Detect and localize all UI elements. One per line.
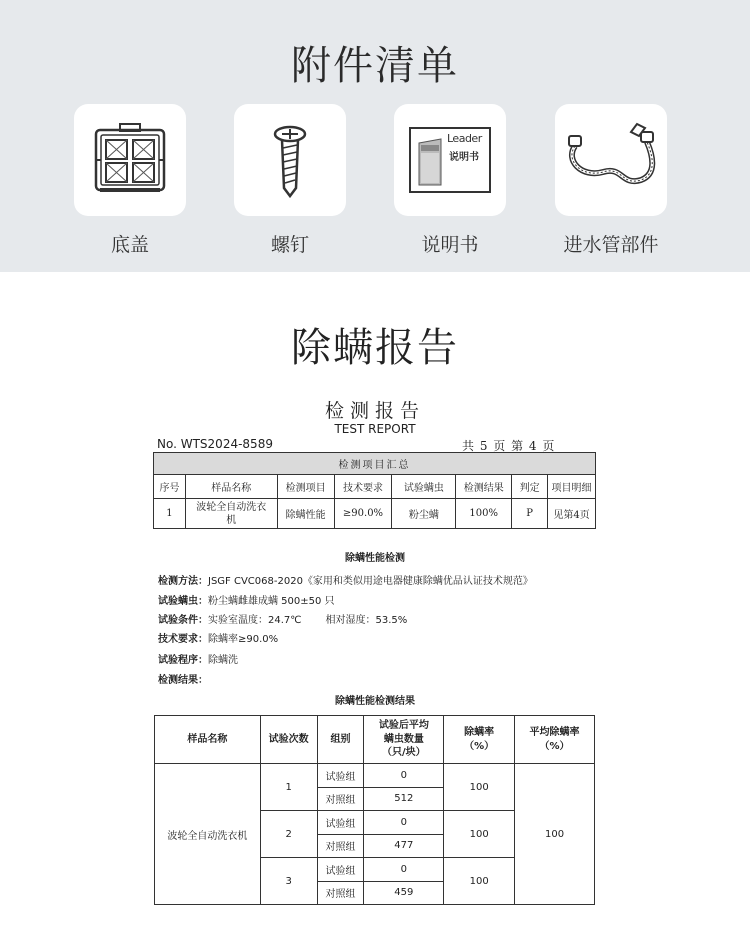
rate-cell: 100 (444, 811, 515, 858)
count-cell: 0 (364, 811, 444, 835)
brand-logo: Leader (447, 132, 482, 145)
count-cell: 512 (364, 787, 444, 811)
table-row (154, 499, 596, 529)
accessory-card (74, 104, 186, 216)
report-number: No. WTS2024-8589 (157, 437, 273, 451)
table-header-cell (515, 716, 595, 764)
procedure-label: 试验程序： (158, 655, 208, 666)
accessory-item-manual (394, 104, 506, 256)
summary-header-row (154, 475, 596, 499)
sample-name-cell: 波轮全自动洗衣机 (155, 764, 261, 905)
method-line (158, 572, 533, 587)
table-header-cell: 试验次数 (260, 716, 317, 764)
table-cell: ≥90.0% (334, 499, 392, 529)
condition-temp: 实验室温度：24.7℃ (208, 615, 302, 626)
summary-caption: 检测项目汇总 (154, 453, 596, 475)
manual-text: 说明书 (449, 152, 479, 163)
document-subtitle: TEST REPORT (334, 422, 416, 436)
count-cell: 0 (364, 858, 444, 882)
requirement-label: 技术要求： (158, 634, 208, 645)
table-row (155, 764, 595, 788)
accessory-label: 说明书 (421, 234, 479, 256)
accessory-label: 底盖 (110, 234, 149, 256)
table-header-cell: 样品名称 (155, 716, 261, 764)
table-header-cell: 检测项目 (277, 475, 334, 499)
accessories-title: 附件清单 (291, 43, 459, 89)
accessory-label: 螺钉 (270, 234, 309, 256)
screw-icon (260, 120, 320, 200)
table-cell: 100% (456, 499, 512, 529)
table-header-cell: 组别 (317, 716, 364, 764)
table-cell: 波轮全自动洗衣机 (185, 499, 277, 529)
table-header-cell: 试验螨虫 (392, 475, 456, 499)
accessory-item-screw (234, 104, 346, 256)
insect-line (158, 592, 335, 607)
table-cell: 1 (154, 499, 186, 529)
rate-cell: 100 (444, 858, 515, 905)
table-header-cell: 检测结果 (456, 475, 512, 499)
table-header-cell: 样品名称 (185, 475, 277, 499)
accessory-card (394, 104, 506, 216)
summary-table (153, 452, 596, 529)
header-line: 试验后平均 (378, 720, 429, 732)
table-header-cell: 序号 (154, 475, 186, 499)
header-line: 除螨率 (464, 727, 495, 738)
accessories-section (0, 0, 750, 272)
manual-icon (409, 127, 491, 193)
group-cell: 对照组 (317, 787, 364, 811)
count-cell: 477 (364, 834, 444, 858)
header-line: （%） (539, 740, 570, 752)
table-header-cell: 项目明细 (548, 475, 596, 499)
count-cell: 0 (364, 764, 444, 788)
table-cell: P (512, 499, 548, 529)
trial-number: 2 (260, 811, 317, 858)
result-label: 检测结果： (158, 675, 208, 686)
table-header-cell (444, 716, 515, 764)
results-table (154, 715, 595, 905)
requirement-value: 除螨率≥90.0% (208, 634, 279, 645)
accessory-card (555, 104, 667, 216)
group-cell: 试验组 (317, 764, 364, 788)
condition-line (158, 611, 407, 626)
condition-label: 试验条件： (158, 615, 208, 626)
document-title: 检测报告 (324, 400, 425, 422)
trial-number: 3 (260, 858, 317, 905)
method-value: JSGF CVC068-2020《家用和类似用途电器健康除螨优品认证技术规范》 (208, 576, 533, 587)
table-header-cell: 判定 (512, 475, 548, 499)
group-cell: 试验组 (317, 858, 364, 882)
page-info: 共 5 页 第 4 页 (462, 439, 556, 453)
accessory-label: 进水管部件 (563, 234, 659, 256)
condition-humidity: 相对湿度：53.5% (325, 615, 408, 626)
inlet-hose-icon (561, 120, 661, 200)
insect-value: 粉尘螨雌雄成螨 500±50 只 (208, 596, 335, 607)
washing-machine-icon (416, 137, 444, 187)
header-line: 螨虫数量 (383, 733, 424, 745)
results-title: 除螨性能检测结果 (335, 696, 415, 707)
table-cell: 粉尘螨 (392, 499, 456, 529)
accessory-item-bottom-cover (74, 104, 186, 256)
accessory-card (234, 104, 346, 216)
table-header-cell: 技术要求 (334, 475, 392, 499)
table-cell: 除螨性能 (277, 499, 334, 529)
header-line: （%） (464, 740, 495, 752)
trial-number: 1 (260, 764, 317, 811)
procedure-value: 除螨洗 (208, 655, 238, 666)
count-cell: 459 (364, 881, 444, 905)
report-title: 除螨报告 (291, 325, 459, 371)
table-header-cell (364, 716, 444, 764)
performance-title: 除螨性能检测 (345, 553, 405, 564)
requirement-line (158, 630, 278, 645)
avg-rate-cell: 100 (515, 764, 595, 905)
results-header-row (155, 716, 595, 764)
method-label: 检测方法： (158, 576, 208, 587)
accessory-item-inlet-hose (555, 104, 667, 256)
bottom-cover-icon (90, 120, 170, 200)
rate-cell: 100 (444, 764, 515, 811)
table-cell: 见第4页 (548, 499, 596, 529)
procedure-line (158, 651, 238, 666)
result-line (158, 671, 208, 686)
header-line: 平均除螨率 (529, 727, 580, 738)
group-cell: 试验组 (317, 811, 364, 835)
header-line: （只/块） (382, 747, 426, 759)
insect-label: 试验螨虫： (158, 596, 208, 607)
group-cell: 对照组 (317, 834, 364, 858)
group-cell: 对照组 (317, 881, 364, 905)
